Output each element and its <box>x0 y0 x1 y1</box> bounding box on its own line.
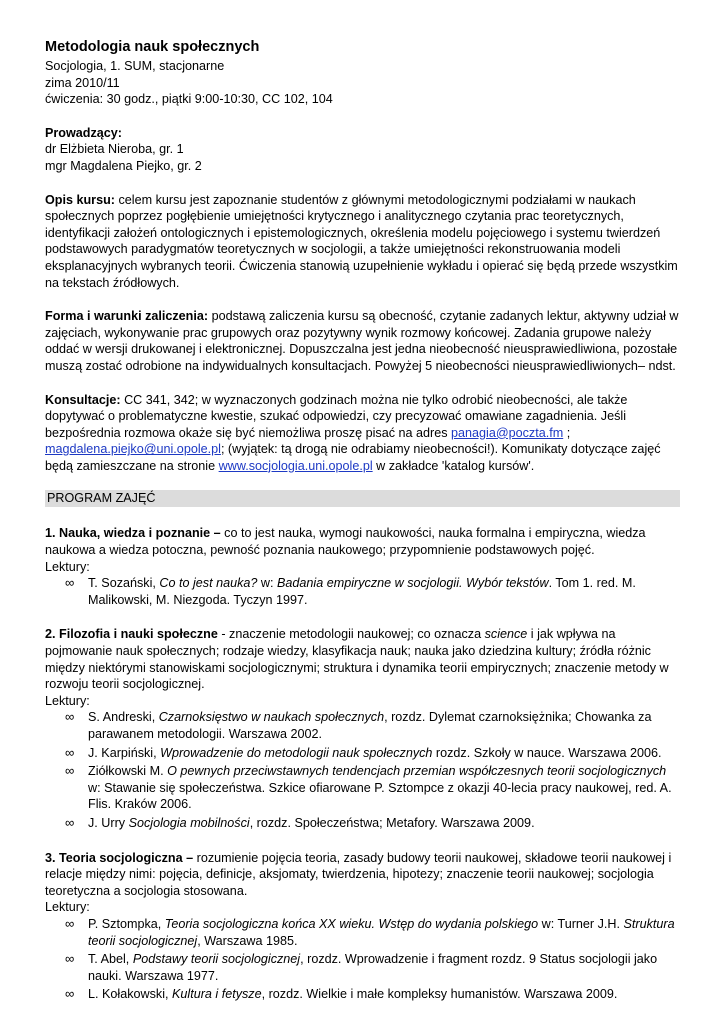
reading-publication: . Tom 1. red. M. Malikowski, M. Niezgoda. Tyczyn 1997. <box>88 576 636 607</box>
consultations-label: Konsultacje: <box>45 392 121 407</box>
topic-3-title: 3. Teoria socjologiczna – <box>45 850 194 865</box>
grading-paragraph <box>45 308 680 374</box>
topic-3-paragraph <box>45 850 680 900</box>
topic-1-readings-label: Lektury: <box>45 559 90 574</box>
reading-details: , rozdz. Wprowadzenie i fragment rozdz. 9 Status socjologii jako nauki. Warszawa 1977. <box>88 952 658 983</box>
reading-item <box>65 744 680 762</box>
reading-author: L. Kołakowski, <box>88 987 172 1002</box>
instructor-2: mgr Magdalena Piejko, gr. 2 <box>45 158 202 173</box>
reading-details: w: <box>257 576 278 591</box>
website-link[interactable]: www.socjologia.uni.opole.pl <box>218 458 373 473</box>
reading-details: , rozdz. Społeczeństwa; Metafory. Warszawa 2009. <box>249 815 535 830</box>
consultations-text-1: CC 341, 342; w wyznaczonych godzinach można nie tylko odrobić nieobecności, ale także dopytywać o problematyczne kwestie, szukać odpowiedzi, czy precyzować omawiane zagadnienia. Jeśli bezpośrednia rozmowa okaże się być niemożliwa proszę pisać na adres <box>45 392 628 440</box>
instructors-section <box>45 125 680 175</box>
reading-author: P. Sztompka, <box>88 916 165 931</box>
program-topic-3 <box>45 850 680 1003</box>
course-schedule-line: ćwiczenia: 30 godz., piątki 9:00-10:30, CC 102, 104 <box>45 92 333 107</box>
reading-author: Ziółkowski M. <box>88 764 168 779</box>
topic-2-title: 2. Filozofia i nauki społeczne <box>45 627 218 642</box>
topic-2-paragraph <box>45 626 680 692</box>
infinity-bullet-icon: ∞ <box>65 915 75 931</box>
course-description-text: celem kursu jest zapoznanie studentów z głównymi metodologicznymi podziałami w naukach społecznych poprzez pogłębienie umiejętności krytycznego i analitycznego czytania prac teoretycznych, identyfikacji założeń ontologicznych i epistemologicznych, określenia modelu pojęciowego i systemu twierdzeń podstawowych paradygmatów teoretycznych w socjologii, a także umiejętności rekonstruowania modeli eksplanacyjnych wybranych teorii. Ćwiczenia stanowią uzupełnienie wykładu i opierać się będą przede wszystkim na tekstach źródłowych. <box>45 192 678 290</box>
course-term-line: zima 2010/11 <box>45 75 120 90</box>
topic-2-description-pre: - znaczenie metodologii naukowej; co oznacza <box>217 627 485 642</box>
reading-item <box>65 709 680 742</box>
reading-details: w: Stawanie się społeczeństwa. Szkice ofiarowane P. Sztompce z okazji 40-lecia pracy naukowej, red. A. Flis. Kraków 2006. <box>88 780 672 812</box>
instructors-label: Prowadzący: <box>45 125 122 140</box>
reading-title: Podstawy teorii socjologicznej <box>132 952 301 967</box>
reading-item <box>65 814 680 832</box>
consultations-text-2: ; (wyjątek: tą drogą nie odrabiamy nieobecności!). Komunikaty dotyczące zajęć będą zamieszczane na stronie <box>45 442 661 473</box>
reading-publication: , Warszawa 1985. <box>197 933 298 948</box>
reading-author: T. Abel, <box>88 952 133 967</box>
reading-details: w: Turner J.H. <box>538 916 624 931</box>
topic-2-readings-list <box>45 709 680 831</box>
topic-1-description: co to jest nauka, wymogi naukowości, nauka formalna i empiryczna, wiedza naukowa a wiedza potoczna, pewność poznania naukowego; przypomnienie podstawowych pojęć. <box>45 526 646 558</box>
topic-2-description-post: i jak wpływa na pojmowanie nauk społecznych; rodzaje wiedzy, klasyfikacja nauk; nauka jako dziedzina kultury; źródła różnic między niektórymi stanowiskami socjologicznymi; struktura i dynamika teorii empirycznych; znaczenie metody w rozwoju teorii socjologicznej. <box>45 627 669 692</box>
reading-title: Czarnoksięstwo w naukach społecznych <box>158 710 385 725</box>
topic-1-paragraph <box>45 525 680 558</box>
topic-3-readings-label: Lektury: <box>45 900 90 915</box>
course-program-line: Socjologia, 1. SUM, stacjonarne <box>45 59 225 73</box>
topic-3-description: rozumienie pojęcia teoria, zasady budowy teorii naukowej, składowe teorii naukowej i relacje między nimi: pojęcia, definicje, aksjomaty, twierdzenia, hipotezy; znaczenie teorii naukowej; socjologia teoretyczna a socjologia stosowana. <box>45 850 672 898</box>
topic-2-description-italic: science <box>484 627 528 642</box>
grading-text: podstawą zaliczenia kursu są obecność, czytanie zadanych lektur, aktywny udział w zajęciach, wykonywanie prac grupowych oraz pozytywny wynik rozmowy końcowej. Zadania grupowe należy oddać w wersji drukowanej i elektronicznej. Dopuszczalna jest jedna nieobecność nieusprawiedliwiona, pozostałe muszą zostać odrobione na indywidualnych konsultacjach. Powyżej 5 nieobecności nieusprawiedliwionych– ndst. <box>45 309 679 373</box>
reading-item <box>65 951 680 984</box>
reading-title: Wprowadzenie do metodologii nauk społecznych <box>160 745 433 760</box>
course-description-section <box>45 192 680 292</box>
topic-2-readings-label: Lektury: <box>45 693 90 708</box>
course-header <box>45 38 680 108</box>
infinity-bullet-icon: ∞ <box>65 814 75 830</box>
reading-details: , rozdz. Wielkie i małe kompleksy humanistów. Warszawa 2009. <box>261 987 618 1002</box>
infinity-bullet-icon: ∞ <box>65 744 75 760</box>
topic-3-readings-list <box>45 916 680 1003</box>
reading-title: Co to jest nauka? <box>159 576 258 591</box>
reading-book-title: Badania empiryczne w socjologii. Wybór tekstów <box>277 576 549 591</box>
reading-details: rozdz. Szkoły w nauce. Warszawa 2006. <box>432 745 662 760</box>
infinity-bullet-icon: ∞ <box>65 986 75 1002</box>
infinity-bullet-icon: ∞ <box>65 575 75 591</box>
program-topic-2 <box>45 626 680 831</box>
infinity-bullet-icon: ∞ <box>65 709 75 725</box>
course-description-paragraph <box>45 192 680 292</box>
reading-item <box>65 575 680 608</box>
course-title: Metodologia nauk społecznych <box>45 39 260 55</box>
reading-item <box>65 986 680 1003</box>
infinity-bullet-icon: ∞ <box>65 763 75 779</box>
reading-title: Kultura i fetysze <box>172 987 262 1002</box>
email-link-piejko[interactable]: magdalena.piejko@uni.opole.pl <box>45 442 221 457</box>
consultations-text-3: w zakładce 'katalog kursów'. <box>372 458 535 473</box>
consultations-paragraph <box>45 392 680 475</box>
reading-title: O pewnych przeciwstawnych tendencjach przemian współczesnych teorii socjologicznych <box>167 764 667 779</box>
reading-title: Socjologia mobilności <box>128 815 250 830</box>
infinity-bullet-icon: ∞ <box>65 951 75 967</box>
reading-author: T. Sozański, <box>88 576 160 591</box>
instructor-1: dr Elżbieta Nieroba, gr. 1 <box>45 142 184 157</box>
reading-book-title: Struktura teorii socjologicznej <box>88 916 675 948</box>
topic-1-readings-list <box>45 575 680 608</box>
reading-author: J. Urry <box>88 815 129 830</box>
grading-label: Forma i warunki zaliczenia: <box>45 309 209 324</box>
program-heading: PROGRAM ZAJĘĆ <box>45 490 680 507</box>
reading-item <box>65 915 680 949</box>
course-description-label: Opis kursu: <box>45 192 115 207</box>
reading-details: , rozdz. Dylemat czarnoksiężnika; Chowanka za parawanem metodologii. Warszawa 2002. <box>88 710 652 741</box>
program-topic-1 <box>45 525 680 608</box>
consultations-section <box>45 392 680 475</box>
reading-title: Teoria socjologiczna końca XX wieku. Wstęp do wydania polskiego <box>164 916 539 931</box>
reading-author: J. Karpiński, <box>88 745 161 760</box>
email-separator: ; <box>563 425 571 440</box>
email-link-panagia[interactable]: panagia@poczta.fm <box>451 425 564 440</box>
grading-section <box>45 308 680 374</box>
reading-item <box>65 763 680 813</box>
reading-author: S. Andreski, <box>88 710 159 725</box>
topic-1-title: 1. Nauka, wiedza i poznanie – <box>45 526 221 541</box>
